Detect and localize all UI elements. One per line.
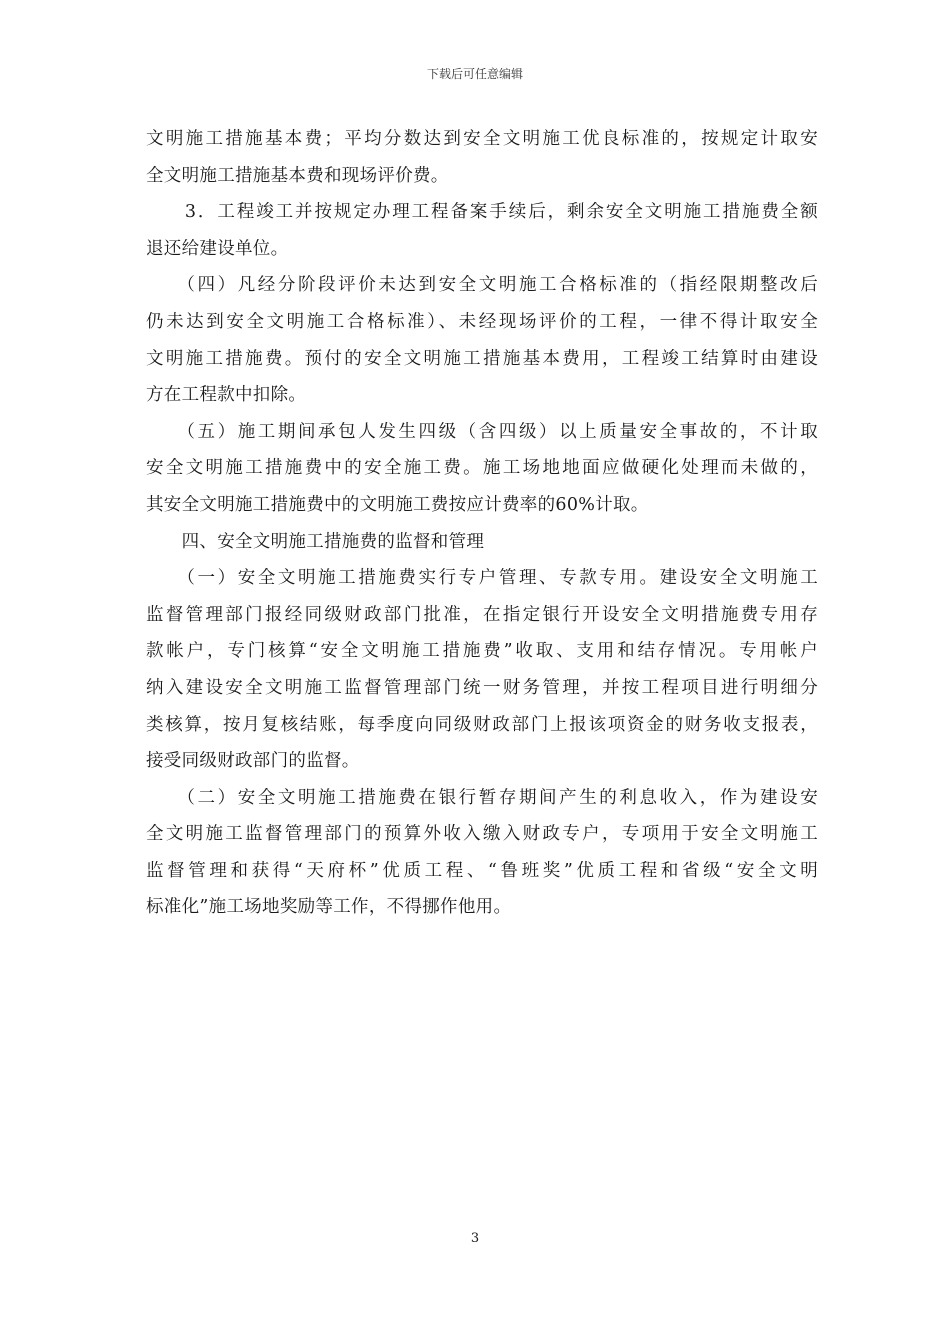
text-line: （一）安全文明施工措施费实行专户管理、专款专用。建设安全文明施工	[146, 568, 818, 589]
text-line: （四）凡经分阶段评价未达到安全文明施工合格标准的（指经限期整改后	[146, 275, 818, 296]
text-line: 全文明施工措施基本费和现场评价费。	[146, 165, 449, 186]
text-line: 方在工程款中扣除。	[146, 385, 307, 406]
text-line: 文明施工措施基本费；平均分数达到安全文明施工优良标准的，按规定计取安	[146, 129, 818, 149]
text-line: 类核算，按月复核结账，每季度向同级财政部门上报该项资金的财务收支报表，	[146, 714, 818, 735]
text-line: （五）施工期间承包人发生四级（含四级）以上质量安全事故的，不计取	[146, 421, 818, 442]
text-line: 文明施工措施费。预付的安全文明施工措施基本费用，工程竣工结算时由建设	[146, 348, 818, 369]
text-line: 全文明施工监督管理部门的预算外收入缴入财政专户，专项用于安全文明施工	[146, 824, 818, 845]
text-line: 仍未达到安全文明施工合格标准）、未经现场评价的工程，一律不得计取安全	[146, 311, 818, 332]
page-header: 下载后可任意编辑	[426, 67, 523, 81]
page-number: 3	[470, 1231, 480, 1246]
text-line: 退还给建设单位。	[146, 238, 289, 259]
text-line: 安全文明施工措施费中的安全施工费。施工场地地面应做硬化处理而未做的，	[146, 458, 818, 479]
body-text	[146, 121, 818, 926]
text-line: 标准化”施工场地奖励等工作，不得挪作他用。	[146, 897, 512, 918]
text-line: 监督管理和获得“天府杯”优质工程、“鲁班奖”优质工程和省级“安全文明	[146, 860, 818, 881]
text-line: 监督管理部门报经同级财政部门批准，在指定银行开设安全文明措施费专用存	[146, 604, 818, 625]
text-line: 接受同级财政部门的监督。	[146, 751, 360, 772]
section-heading: 四、安全文明施工措施费的监督和管理	[146, 531, 485, 552]
text-line: 3．工程竣工并按规定办理工程备案手续后，剩余安全文明施工措施费全额	[146, 202, 818, 223]
text-line: 款帐户，专门核算“安全文明施工措施费”收取、支用和结存情况。专用帐户	[146, 641, 818, 662]
text-line: 其安全文明施工措施费中的文明施工费按应计费率的60%计取。	[146, 494, 649, 515]
text-line: 纳入建设安全文明施工监督管理部门统一财务管理，并按工程项目进行明细分	[146, 677, 818, 698]
text-line: （二）安全文明施工措施费在银行暂存期间产生的利息收入，作为建设安	[146, 787, 818, 808]
